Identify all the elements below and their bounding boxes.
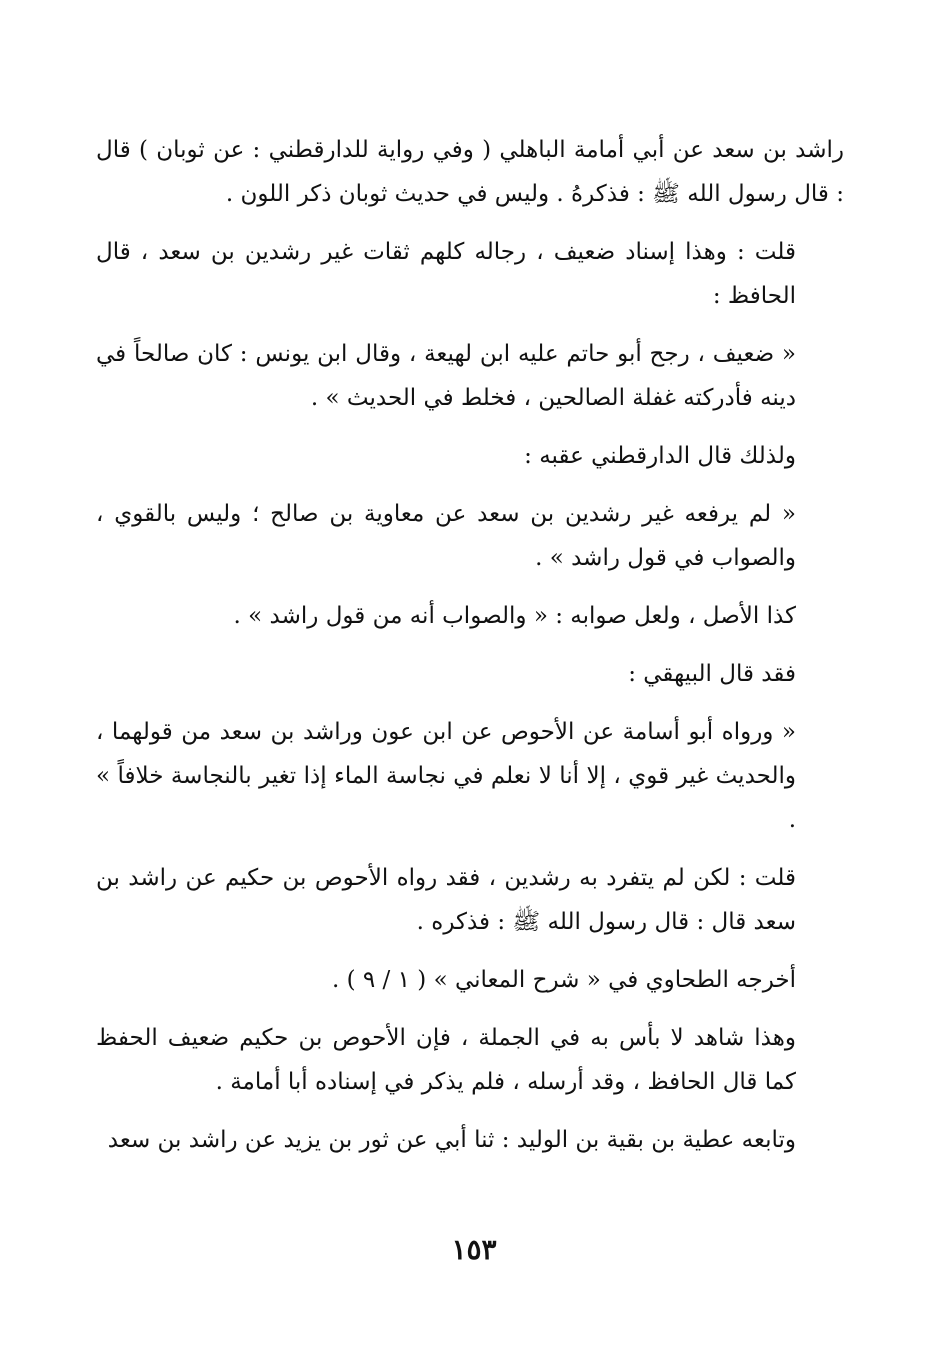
paragraph-12: وتابعه عطية بن بقية بن الوليد : ثنا أبي عن ثور بن يزيد عن راشد بن سعد [107, 1127, 796, 1153]
paragraph-10: أخرجه الطحاوي في « شرح المعاني » ( ١ / ٩ ) . [331, 967, 796, 993]
paragraph-9: قلت : لكن لم يتفرد به رشدين ، فقد رواه الأحوص بن حكيم عن راشد بن سعد قال : قال رسول الله ﷺ : فذكره . [96, 865, 796, 935]
paragraph-2: قلت : وهذا إسناد ضعيف ، رجاله كلهم ثقات غير رشدين بن سعد ، قال الحافظ : [96, 239, 796, 309]
paragraph-5-quote: « لم يرفعه غير رشدين بن سعد عن معاوية بن صالح ؛ وليس بالقوي ، والصواب في قول راشد » . [96, 501, 796, 571]
paragraph-4: ولذلك قال الدارقطني عقبه : [524, 443, 796, 469]
paragraph-7: فقد قال البيهقي : [628, 661, 796, 687]
paragraph-8-quote: « ورواه أبو أسامة عن الأحوص عن ابن عون وراشد بن سعد من قولهما ، والحديث غير قوي ، إلا أنا لا نعلم في نجاسة الماء إذا تغير بالنجاسة خلافاً » . [96, 719, 796, 833]
paragraph-6: كذا الأصل ، ولعل صوابه : « والصواب أنه من قول راشد » . [233, 603, 796, 629]
paragraph-3-quote: « ضعيف ، رجح أبو حاتم عليه ابن لهيعة ، وقال ابن يونس : كان صالحاً في دينه فأدركته غفلة الصالحين ، فخلط في الحديث » . [96, 341, 796, 411]
paragraph-11: وهذا شاهد لا بأس به في الجملة ، فإن الأحوص بن حكيم ضعيف الحفظ كما قال الحافظ ، وقد أرسله ، فلم يذكر في إسناده أبا أمامة . [96, 1025, 796, 1095]
body-text [96, 128, 844, 1176]
paragraph-1: راشد بن سعد عن أبي أمامة الباهلي ( وفي رواية للدارقطني : عن ثوبان ) قال : قال رسول الله ﷺ : فذكرهُ . وليس في حديث ثوبان ذكر اللون . [96, 137, 844, 207]
page-number: ١٥٣ [451, 1233, 497, 1266]
